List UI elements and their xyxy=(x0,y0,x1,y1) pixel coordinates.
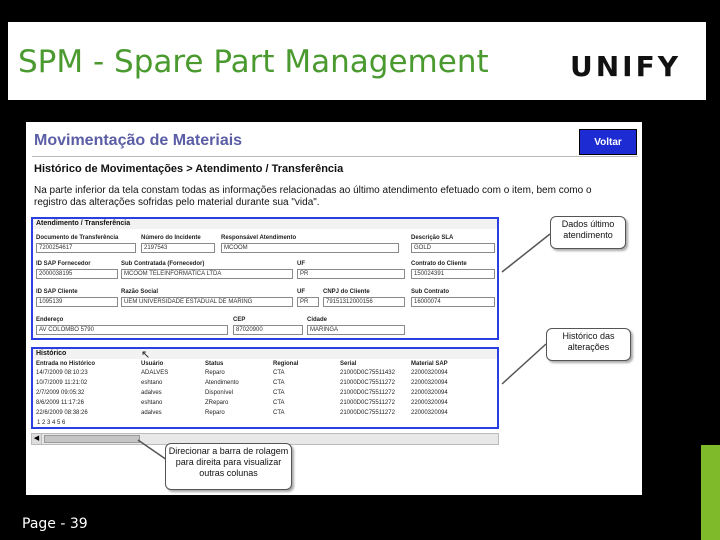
table-cell: Disponível xyxy=(205,390,234,396)
field-label: UF xyxy=(297,261,305,267)
table-cell: 22000320094 xyxy=(411,410,448,416)
column-header: Serial xyxy=(340,361,357,367)
customer-cnpj-field[interactable]: 79151312000156 xyxy=(323,297,405,307)
page-title: Movimentação de Materiais xyxy=(34,132,243,149)
table-cell: ZReparo xyxy=(205,400,229,406)
field-label: CNPJ do Cliente xyxy=(323,289,370,295)
field-label: Cidade xyxy=(307,317,328,323)
responsible-field[interactable]: MCOOM xyxy=(221,243,399,253)
customer-contract-field[interactable]: 150024391 xyxy=(411,269,495,279)
address-field[interactable]: AV COLOMBO 5790 xyxy=(36,325,228,335)
table-cell: 2/7/2009 09:05:32 xyxy=(36,390,85,396)
column-header: Regional xyxy=(273,361,299,367)
column-header: Usuário xyxy=(141,361,164,367)
zip-code-field[interactable]: 87020900 xyxy=(233,325,303,335)
page-number: Page - 39 xyxy=(22,516,88,532)
mouse-cursor-icon: ↖ xyxy=(141,349,151,361)
table-cell: 8/6/2009 11:17:26 xyxy=(36,400,84,406)
callout-last-attendance: Dados último atendimento xyxy=(550,216,626,249)
page-description: Na parte inferior da tela constam todas as informações relacionadas ao último atendimento efetuado com o item, bem como o registro das alterações sofridas pelo material durante sua "vida". xyxy=(34,185,592,208)
scroll-left-arrow-icon[interactable]: ◀ xyxy=(32,434,42,444)
field-label: Descrição SLA xyxy=(411,235,454,241)
breadcrumb: Histórico de Movimentações > Atendimento / Transferência xyxy=(34,163,344,175)
supplier-uf-field[interactable]: PR xyxy=(297,269,405,279)
incident-number-field[interactable]: 2197543 xyxy=(141,243,215,253)
company-name-field[interactable]: UEM UNIVERSIDADE ESTADUAL DE MARING xyxy=(121,297,293,307)
customer-sap-id-field[interactable]: 1095139 xyxy=(36,297,118,307)
table-cell: adalves xyxy=(141,410,162,416)
field-label: Número do Incidente xyxy=(141,235,201,241)
callout-history-changes: Histórico das alterações xyxy=(546,328,631,361)
field-label: CEP xyxy=(233,317,246,323)
table-cell: ADALVES xyxy=(141,370,169,376)
table-cell: 21000D0C75511272 xyxy=(340,390,395,396)
table-cell: 22/6/2009 08:38:26 xyxy=(36,410,88,416)
table-cell: 22000320094 xyxy=(411,390,448,396)
app-screenshot xyxy=(26,122,642,495)
table-cell: 21000D0C75511272 xyxy=(340,380,395,386)
attendance-section-title: Atendimento / Transferência xyxy=(33,219,497,229)
table-cell: 14/7/2009 08:10:23 xyxy=(36,370,88,376)
table-cell: 21000D0C75511432 xyxy=(340,370,395,376)
field-label: Documento de Transferência xyxy=(36,235,119,241)
table-cell: CTA xyxy=(273,370,285,376)
subcontractor-field[interactable]: MCOOM TELEINFORMATICA LTDA xyxy=(121,269,293,279)
table-cell: 22000320094 xyxy=(411,370,448,376)
accent-bar xyxy=(701,445,720,540)
field-label: Sub Contratada (Fornecedor) xyxy=(121,261,205,267)
table-cell: 10/7/2009 11:21:02 xyxy=(36,380,88,386)
slide-title: SPM - Spare Part Management xyxy=(18,44,489,80)
callout-arrows xyxy=(26,122,642,495)
table-cell: CTA xyxy=(273,380,285,386)
field-label: Responsável Atendimento xyxy=(221,235,297,241)
field-label: ID SAP Fornecedor xyxy=(36,261,91,267)
field-label: Sub Contrato xyxy=(411,289,449,295)
history-section-title: Histórico xyxy=(33,349,497,359)
transfer-document-field[interactable]: 7200254617 xyxy=(36,243,136,253)
pagination[interactable]: 1 2 3 4 5 6 xyxy=(37,420,66,426)
table-cell: CTA xyxy=(273,410,285,416)
sla-description-field[interactable]: GOLD xyxy=(411,243,495,253)
field-label: Endereço xyxy=(36,317,64,323)
table-cell: eshtano xyxy=(141,400,163,406)
sub-contract-field[interactable]: 16000074 xyxy=(411,297,495,307)
column-header: Material SAP xyxy=(411,361,448,367)
table-cell: CTA xyxy=(273,400,285,406)
table-cell: Reparo xyxy=(205,410,225,416)
field-label: Razão Social xyxy=(121,289,159,295)
back-button[interactable]: Voltar xyxy=(579,129,637,155)
table-cell: eshtano xyxy=(141,380,163,386)
city-field[interactable]: MARINGA xyxy=(307,325,405,335)
table-cell: 21000D0C75511272 xyxy=(340,400,395,406)
field-label: ID SAP Cliente xyxy=(36,289,78,295)
table-cell: 21000D0C75511272 xyxy=(340,410,395,416)
table-cell: Reparo xyxy=(205,370,225,376)
column-header: Entrada no Histórico xyxy=(36,361,96,367)
table-cell: Atendimento xyxy=(205,380,239,386)
table-cell: 22000320094 xyxy=(411,400,448,406)
table-cell: adalves xyxy=(141,390,162,396)
field-label: UF xyxy=(297,289,305,295)
field-label: Contrato do Cliente xyxy=(411,261,467,267)
table-cell: 22000320094 xyxy=(411,380,448,386)
slide-header xyxy=(8,22,706,100)
customer-uf-field[interactable]: PR xyxy=(297,297,319,307)
unify-logo: UNIFY xyxy=(570,50,681,83)
column-header: Status xyxy=(205,361,224,367)
supplier-sap-id-field[interactable]: 2000038195 xyxy=(36,269,118,279)
table-cell: CTA xyxy=(273,390,285,396)
callout-scroll-hint: Direcionar a barra de rolagem para direita para visualizar outras colunas xyxy=(165,443,292,490)
